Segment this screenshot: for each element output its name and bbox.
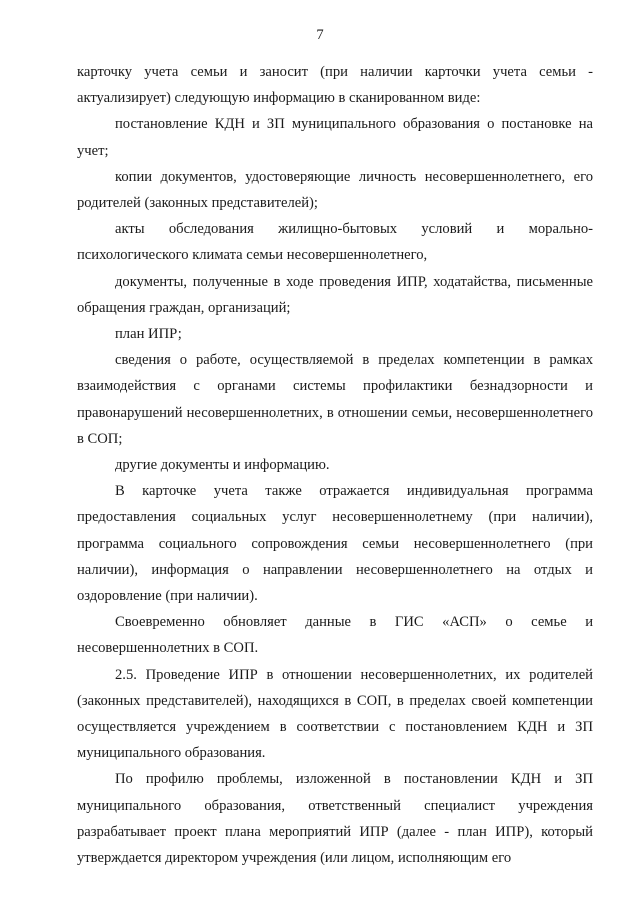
- document-body: [77, 59, 593, 871]
- paragraph: сведения о работе, осуществляемой в пределах компетенции в рамках взаимодействия с органами системы профилактики безнадзорности и правонарушений несовершеннолетних, в отношении семьи, несовершеннолетнего в СОП;: [77, 352, 593, 447]
- paragraph: В карточке учета также отражается индивидуальная программа предоставления социальных услуг несовершеннолетнему (при наличии), программа социального сопровождения семьи несовершеннолетнего (при наличии), информация о направлении несовершеннолетнего на отдых и оздоровление (при наличии).: [77, 483, 593, 605]
- page-number: 7: [316, 27, 324, 43]
- paragraph: другие документы и информацию.: [115, 457, 330, 474]
- paragraph: документы, полученные в ходе проведения ИПР, ходатайства, письменные обращения граждан, организаций;: [77, 273, 593, 316]
- paragraph: план ИПР;: [115, 326, 182, 343]
- paragraph: карточку учета семьи и заносит (при наличии карточки учета семьи - актуализирует) следующую информацию в сканированном виде:: [77, 64, 593, 107]
- paragraph: копии документов, удостоверяющие личность несовершеннолетнего, его родителей (законных представителей);: [77, 168, 593, 212]
- paragraph: акты обследования жилищно-бытовых условий и морально-психологического климата семьи несовершеннолетнего,: [77, 221, 593, 264]
- paragraph: По профилю проблемы, изложенной в постановлении КДН и ЗП муниципального образования, ответственный специалист учреждения разрабатывает проект плана мероприятий ИПР (далее - план ИПР), который утверждается директором учреждения (или лицом, исполняющим его: [77, 771, 593, 867]
- paragraph: Своевременно обновляет данные в ГИС «АСП» о семье и несовершеннолетних в СОП.: [77, 614, 593, 657]
- paragraph: постановление КДН и ЗП муниципального образования о постановке на учет;: [77, 116, 593, 159]
- paragraph: 2.5. Проведение ИПР в отношении несовершеннолетних, их родителей (законных представителей), находящихся в СОП, в пределах своей компетенции осуществляется учреждением в соответствии с постановлением КДН и ЗП муниципального образования.: [77, 666, 593, 762]
